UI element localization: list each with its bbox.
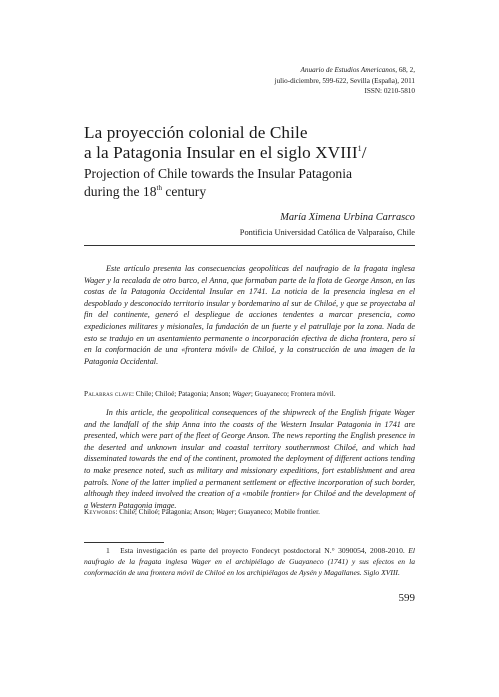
- author-name: María Ximena Urbina Carrasco: [280, 212, 415, 223]
- keywords-english-italic: Wager: [215, 508, 235, 516]
- title-footnote-marker[interactable]: 1: [357, 144, 362, 153]
- journal-name: Anuario de Estudios Americanos: [300, 66, 396, 74]
- abstract-spanish: Este artículo presenta las consecuencias geopolíticas del naufragio de la fragata inglesa Wager y la recalada de otro barco, el Anna, que formaban parte de la flota de George Anson, en las costas de la Patagonia Occidental Insular en 1741. La noticia de la presencia inglesa en el despoblado y desconocido territorio insular y bordemarino al sur de Chiloé, y que se proyectaba al fin del continente, generó el despliegue de acciones tendentes a marcar presencia, como expediciones militares y misionales, la fundación de un fuerte y el patrullaje por la zona. Nada de esto se tradujo en un asentamiento permanente o incorporación efectiva de dicha frontera, pero sí en la conformación de una «frontera móvil» de Chiloé, y la construcción de una imagen de la Patagonia Occidental.: [84, 264, 415, 366]
- footnote-number: 1: [106, 546, 110, 555]
- title-spanish-line-2-text: a la Patagonia Insular en el siglo XVIII: [84, 143, 358, 162]
- footnote-divider: [84, 542, 164, 543]
- title-spanish: [84, 123, 424, 163]
- title-english-line-2-pre: during the 18: [84, 183, 157, 199]
- author-affiliation: Pontificia Universidad Católica de Valparaíso, Chile: [239, 228, 415, 237]
- title-spanish-line-2: [84, 143, 424, 163]
- keywords-english-tail: ; Guayaneco; Mobile frontier.: [234, 508, 320, 516]
- footnote-italic-text: El naufragio de la fragata inglesa Wager en el archipiélago de Guayaneco (1741) y sus efectos en la conformación de una frontera móvil de Chiloé en los archipiélagos de Aysén y Magallanes. Siglo XVIII.: [84, 546, 415, 577]
- header-divider: [84, 245, 415, 246]
- keywords-spanish-text: : Chile; Chiloé; Patagonia; Anson;: [131, 390, 233, 398]
- title-english-line-1: Projection of Chile towards the Insular Patagonia: [84, 166, 353, 181]
- keywords-spanish: [84, 389, 415, 399]
- title-english-ordinal: th: [156, 183, 162, 192]
- footnote-text: Esta investigación es parte del proyecto Fondecyt postdoctoral N.° 3090054, 2008-2010.: [120, 546, 409, 555]
- title-trailing-mark: /: [361, 143, 367, 162]
- journal-issn: ISSN: 0210-5810: [364, 87, 415, 96]
- journal-date-pages: julio-diciembre, 599-622, Sevilla (España), 2011: [274, 76, 415, 85]
- page-number: 599: [398, 592, 415, 604]
- abstract-english: In this article, the geopolitical consequences of the shipwreck of the English frigate Wager and the landfall of the ship Anna into the coasts of the Western Insular Patagonia in 1741 are presented, which were part of the fleet of George Anson. The news reporting the English presence in the deserted and unknown insular and coastal territory southernmost Chiloé, and which had disseminated towards the end of the continent, promoted the deployment of different actions tending to make presence noted, such as military and missionary expeditions, fort establishment and area patrols. None of the latter implied a permanent settlement or effective incorporation of such border, although they indeed involved the creation of a «mobile frontier» for Chiloé and the development of a Western Patagonia image.: [84, 408, 415, 510]
- keywords-english: [84, 507, 415, 517]
- journal-header: [275, 65, 415, 97]
- keywords-spanish-label: Palabras clave: [84, 390, 132, 398]
- journal-citation-line: [275, 65, 415, 76]
- title-english-line-2-post: century: [161, 183, 207, 199]
- title-english: [84, 165, 424, 200]
- title-spanish-line-1: La proyección colonial de Chile: [84, 123, 308, 142]
- keywords-spanish-tail: ; Guayaneco; Frontera móvil.: [250, 390, 336, 398]
- journal-volume: , 68, 2,: [395, 66, 415, 74]
- footnote: [84, 546, 415, 578]
- title-english-line-2: [84, 183, 424, 201]
- keywords-english-label: Keywords: [84, 508, 116, 516]
- keywords-spanish-italic: Wager: [232, 390, 251, 398]
- keywords-english-text: : Chile; Chiloé; Patagonia; Anson;: [115, 508, 216, 516]
